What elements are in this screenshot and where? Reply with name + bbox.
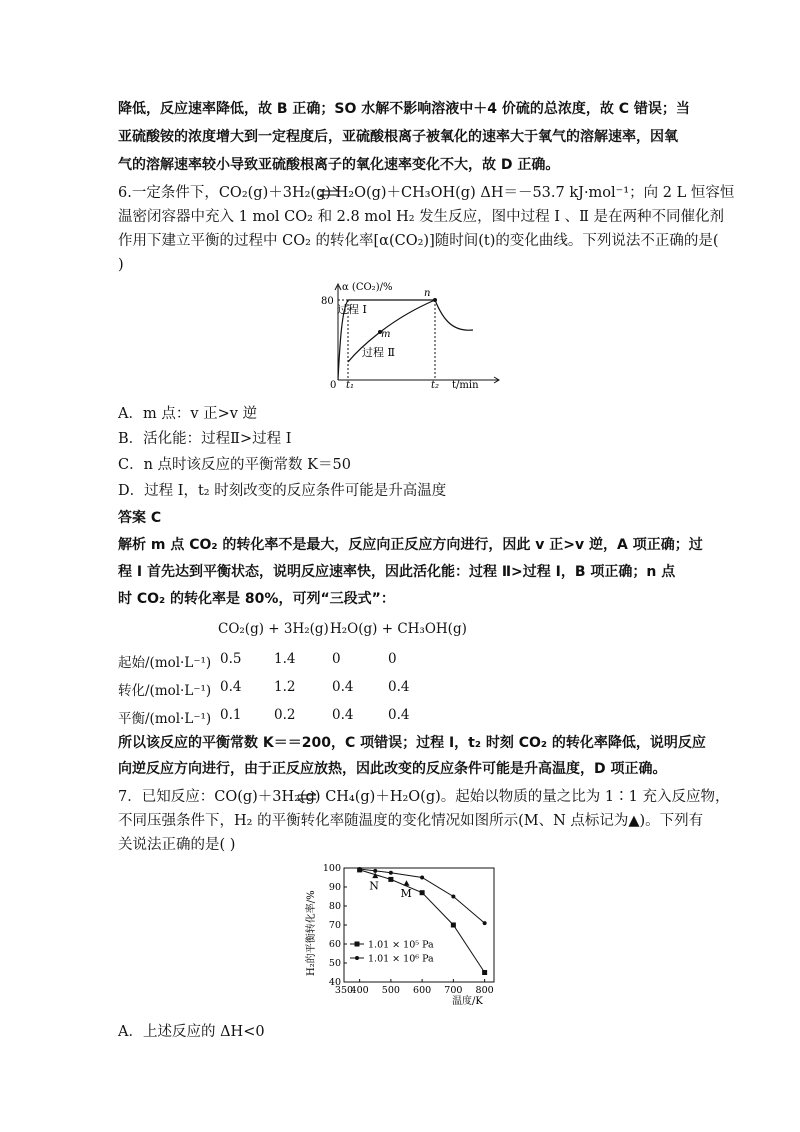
table-cell: 1.4 <box>274 651 296 667</box>
y-tick-80: 80 <box>321 296 334 307</box>
table-header-left: CO₂(g) + 3H₂(g) <box>218 621 329 637</box>
data-point <box>420 890 425 895</box>
table-cell: 0 <box>332 651 341 667</box>
table-cell: 0.4 <box>388 679 410 695</box>
data-point <box>388 877 393 882</box>
data-point <box>482 970 487 975</box>
q7-stem-line: 7．已知反应：CO(g)＋3H₂(g) CH₄(g)＋H₂O(g)。起始以物质的量之比为 1∶1 充入反应物， <box>118 789 730 805</box>
table-cell: 0.4 <box>332 679 354 695</box>
point-m-label: m <box>381 329 391 340</box>
q6-stem-line: 温密闭容器中充入 1 mol CO₂ 和 2.8 mol H₂ 发生反应，图中过程 Ⅰ 、Ⅱ 是在两种不同催化剂 <box>118 209 725 225</box>
table-cell: 0 <box>388 651 397 667</box>
text-line: 亚硫酸铵的浓度增大到一定程度后，亚硫酸根离子被氧化的速率大于氧气的溶解速率，因氧 <box>118 129 678 145</box>
q6-stem-line: 6.一定条件下，CO₂(g)＋3H₂(g) H₂O(g)＋CH₃OH(g) ΔH＝－53.7 kJ·mol⁻¹；向 2 L 恒容恒 <box>118 185 735 201</box>
table-header-right: H₂O(g) + CH₃OH(g) <box>330 621 467 637</box>
y-tick-label: 70 <box>328 920 341 931</box>
q7-stem-line: 关说法正确的是( ) <box>118 837 236 853</box>
x-tick-label: 700 <box>444 985 463 996</box>
q6-option-b: B．活化能：过程Ⅱ>过程 Ⅰ <box>118 431 292 447</box>
y-tick-label: 100 <box>322 863 341 874</box>
data-point <box>358 867 362 871</box>
y-tick-label: 40 <box>328 977 341 988</box>
data-point <box>451 895 455 899</box>
y-axis-label: α (CO₂)/% <box>342 282 393 293</box>
equilibrium-arrow-icon <box>318 186 340 200</box>
table-cell: 0.2 <box>274 707 296 723</box>
data-point <box>483 921 487 925</box>
x-tick-label: 500 <box>381 985 400 996</box>
data-point <box>451 923 456 928</box>
equilibrium-arrow-icon <box>296 790 318 804</box>
x-axis-label: 温度/K <box>452 996 483 1007</box>
q7-option-a: A．上述反应的 ΔH<0 <box>118 1024 265 1040</box>
table-cell: 0.4 <box>332 707 354 723</box>
legend-label: 1.01 × 10⁵ Pa <box>368 939 434 951</box>
y-tick-label: 80 <box>328 901 341 912</box>
table-cell: 0.1 <box>220 707 242 723</box>
conversion-time-figure <box>318 280 508 396</box>
h2-conversion-chart <box>296 858 506 1008</box>
data-point <box>420 876 424 880</box>
analysis-line: 时 CO₂ 的转化率是 80%，可列“三段式”： <box>118 591 395 607</box>
data-point <box>373 869 377 873</box>
plot-frame <box>344 868 494 982</box>
q6-option-a: A．m 点：v 正>v 逆 <box>118 406 258 422</box>
y-axis-label: H₂的平衡转化率/% <box>306 890 317 976</box>
origin-label: 0 <box>330 380 337 391</box>
table-cell: 0.4 <box>388 707 410 723</box>
t2-label: t₂ <box>431 380 440 391</box>
table-cell: 1.2 <box>274 679 296 695</box>
table-cell: 0.4 <box>220 679 242 695</box>
table-row-label: 转化/(mol·L⁻¹) <box>118 683 212 699</box>
table-cell: 0.5 <box>220 651 242 667</box>
x-axis-label: t/min <box>452 380 479 391</box>
conclusion-line: 向逆反应方向进行，由于正反应放热，因此改变的反应条件可能是升高温度，D 项正确。 <box>118 761 667 777</box>
q6-answer: 答案 C <box>118 510 162 526</box>
q6-option-d: D．过程 Ⅰ，t₂ 时刻改变的反应条件可能是升高温度 <box>118 483 447 499</box>
analysis-line: 程 Ⅰ 首先达到平衡状态，说明反应速率快，因此活化能：过程 Ⅱ>过程 Ⅰ，B 项正确；n 点 <box>118 564 676 580</box>
x-tick-label: 800 <box>475 985 494 996</box>
annotation-label: N <box>369 879 379 893</box>
data-point <box>389 871 393 875</box>
y-tick-label: 50 <box>328 958 341 969</box>
process-1-label: 过程 Ⅰ <box>337 303 367 316</box>
q6-stem-line: 作用下建立平衡的过程中 CO₂ 的转化率[α(CO₂)]随时间(t)的变化曲线。下列说法不正确的是( <box>118 233 719 249</box>
table-row-label: 平衡/(mol·L⁻¹) <box>118 711 212 727</box>
text-line: 降低，反应速率降低，故 B 正确；SO 水解不影响溶液中＋4 价硫的总浓度，故 C 错误；当 <box>118 101 690 117</box>
legend-label: 1.01 × 10⁶ Pa <box>368 953 434 965</box>
text-line: 气的溶解速率较小导致亚硫酸根离子的氧化速率变化不大，故 D 正确。 <box>118 157 560 173</box>
q7-stem-line: 不同压强条件下，H₂ 的平衡转化率随温度的变化情况如图所示(M、N 点标记为▲)。下列有 <box>118 813 704 829</box>
analysis-line: 解析 m 点 CO₂ 的转化率不是最大，反应向正反应方向进行，因此 v 正>v 逆，A 项正确；过 <box>118 537 703 553</box>
annotation-label: M <box>400 887 412 901</box>
point-n-label: n <box>424 288 431 299</box>
marker-triangle <box>404 880 410 886</box>
process-2-label: 过程 Ⅱ <box>362 346 395 359</box>
q6-stem-line: ) <box>118 257 124 273</box>
table-row-label: 起始/(mol·L⁻¹) <box>118 655 212 671</box>
y-tick-label: 60 <box>328 939 341 950</box>
q6-option-c: C．n 点时该反应的平衡常数 K＝50 <box>118 457 351 473</box>
x-tick-label: 350 <box>334 985 354 996</box>
x-tick-label: 400 <box>350 985 369 996</box>
t1-label: t₁ <box>346 380 355 391</box>
x-tick-label: 600 <box>413 985 432 996</box>
y-tick-label: 90 <box>328 882 341 893</box>
conclusion-line: 所以该反应的平衡常数 K＝＝200，C 项错误；过程 Ⅰ，t₂ 时刻 CO₂ 的转化率降低，说明反应 <box>118 735 706 751</box>
